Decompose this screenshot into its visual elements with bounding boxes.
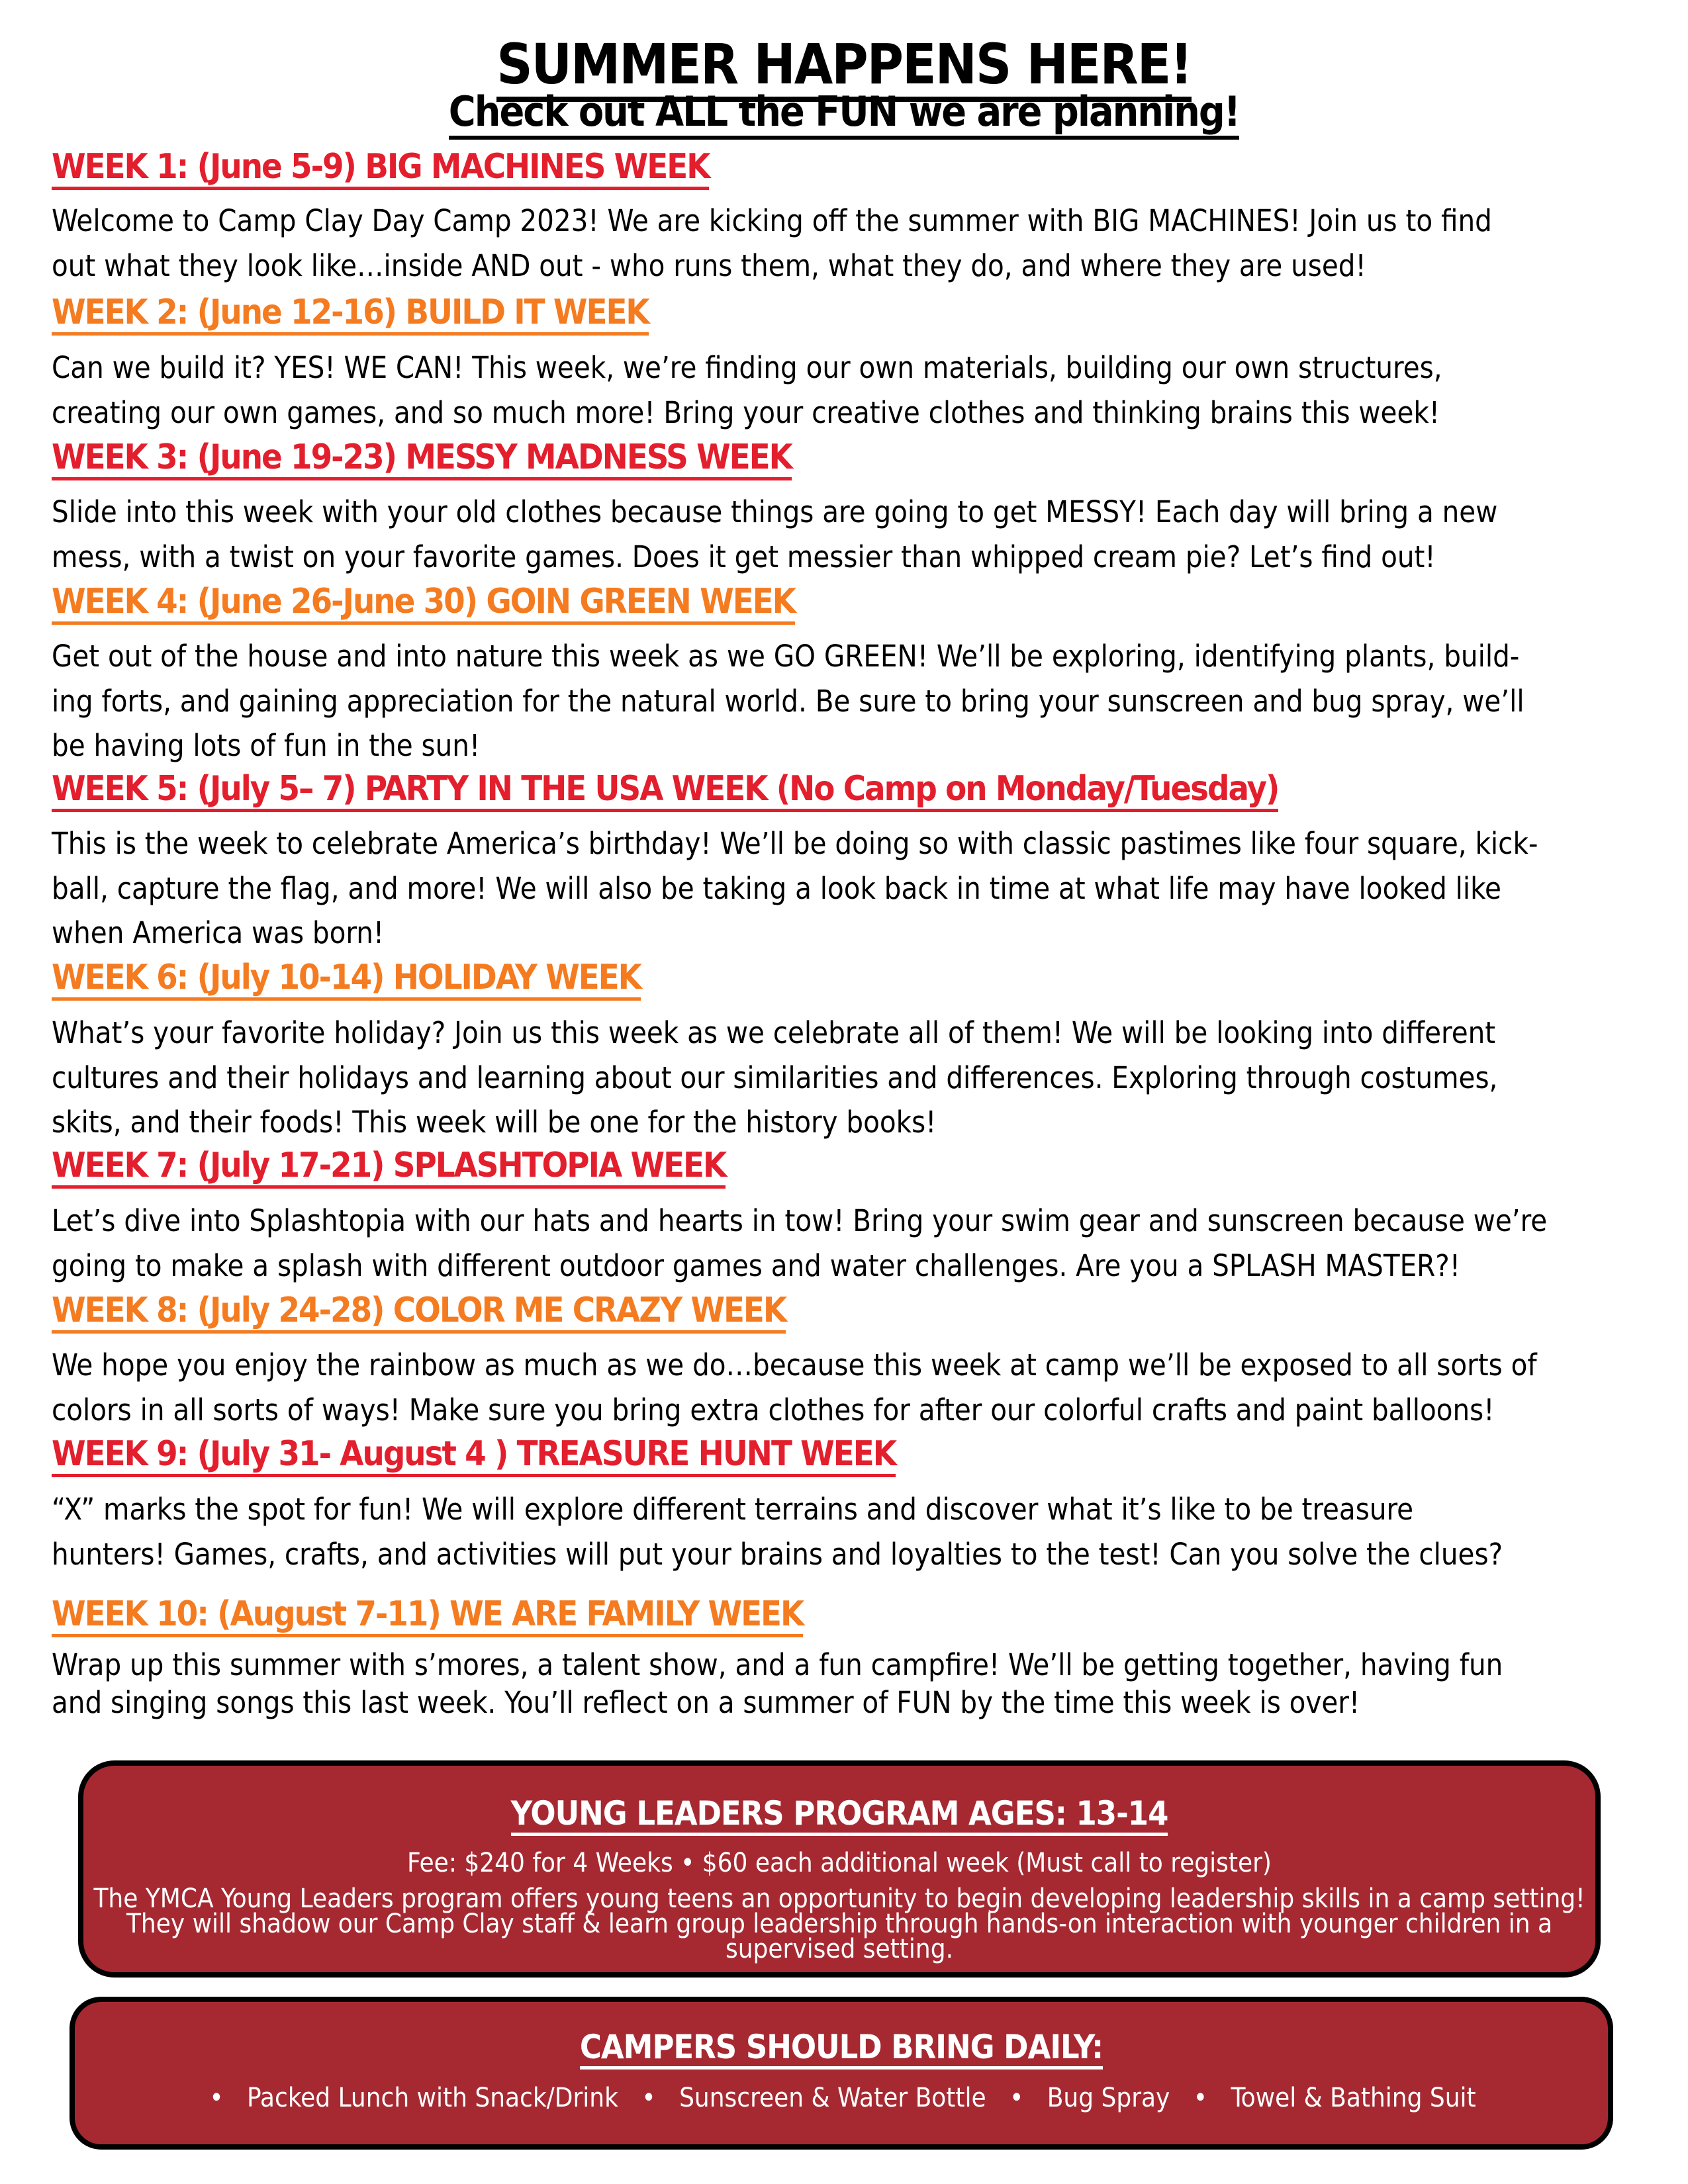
week-7-line: going to make a splash with different outdoor games and water challenges. Are you a SPLASH MASTER?!: [52, 1248, 1461, 1283]
bullet-icon: •: [1009, 2083, 1024, 2113]
week-1-heading-text: WEEK 1: (June 5-9) BIG MACHINES WEEK: [52, 147, 709, 190]
week-1-heading: [52, 148, 709, 186]
week-7-heading-text: WEEK 7: (July 17-21) SPLASHTOPIA WEEK: [52, 1146, 726, 1189]
week-9-heading-text: WEEK 9: (July 31- August 4 ) TREASURE HUNT WEEK: [52, 1434, 896, 1477]
young-leaders-description: The YMCA Young Leaders program offers young teens an opportunity to begin developing leadership skills in a camp setting! They will shadow our Camp Clay staff & learn group leadership through hands-on interaction with younger children in a supervised setting.: [93, 1884, 1585, 1964]
week-10-line: and singing songs this last week. You’ll reflect on a summer of FUN by the time this week is over!: [52, 1685, 1360, 1720]
bring-item: Packed Lunch with Snack/Drink: [247, 2083, 618, 2113]
week-2-line: creating our own games, and so much more! Bring your creative clothes and thinking brains this week!: [52, 394, 1440, 430]
week-9-line: “X” marks the spot for fun! We will explore different terrains and discover what it’s like to be treasure: [52, 1492, 1414, 1527]
week-4-line: be having lots of fun in the sun!: [52, 728, 481, 763]
young-leaders-title-text: YOUNG LEADERS PROGRAM AGES: 13-14: [511, 1794, 1168, 1836]
week-10-heading: [52, 1595, 803, 1633]
week-8-line: colors in all sorts of ways! Make sure you bring extra clothes for after our colorful crafts and paint balloons!: [52, 1392, 1495, 1428]
week-3-description: [52, 490, 1654, 579]
week-9-description: [52, 1487, 1654, 1576]
week-5-heading-text: WEEK 5: (July 5– 7) PARTY IN THE USA WEEK (No Camp on Monday/Tuesday): [52, 769, 1278, 812]
week-6-description: [52, 1011, 1654, 1145]
week-8-heading-text: WEEK 8: (July 24-28) COLOR ME CRAZY WEEK: [52, 1291, 786, 1334]
young-leaders-box: [78, 1760, 1601, 1978]
bullet-icon: •: [1193, 2083, 1208, 2113]
bring-daily-title-text: CAMPERS SHOULD BRING DAILY:: [580, 2028, 1103, 2070]
week-5-heading: [52, 770, 1278, 808]
week-6-line: cultures and their holidays and learning about our similarities and differences. Exploring through costumes,: [52, 1060, 1498, 1095]
page-title: [0, 32, 1688, 97]
week-8-description: [52, 1343, 1654, 1432]
week-7-line: Let’s dive into Splashtopia with our hats and hearts in tow! Bring your swim gear and sunscreen because we’re: [52, 1203, 1548, 1238]
bring-daily-box: [70, 1997, 1613, 2150]
week-10-line: Wrap up this summer with s’mores, a talent show, and a fun campfire! We’ll be getting together, having fun: [52, 1647, 1503, 1682]
week-5-line: This is the week to celebrate America’s birthday! We’ll be doing so with classic pastimes like four square, kick-: [52, 826, 1538, 861]
week-10-heading-text: WEEK 10: (August 7-11) WE ARE FAMILY WEEK: [52, 1594, 803, 1637]
week-6-line: What’s your favorite holiday? Join us this week as we celebrate all of them! We will be looking into different: [52, 1015, 1496, 1050]
week-7-description: [52, 1199, 1654, 1288]
week-5-line: when America was born!: [52, 915, 385, 950]
page-title-text: SUMMER HAPPENS HERE!: [496, 32, 1192, 102]
page-subtitle-text: Check out ALL the FUN we are planning!: [449, 87, 1239, 140]
week-2-heading: [52, 293, 649, 332]
bring-item: Towel & Bathing Suit: [1231, 2083, 1476, 2113]
week-4-line: ing forts, and gaining appreciation for the natural world. Be sure to bring your sunscreen and bug spray, we’ll: [52, 683, 1524, 719]
page-subtitle: [0, 87, 1688, 136]
week-2-description: [52, 345, 1654, 435]
week-4-heading: [52, 582, 795, 621]
week-3-heading: [52, 438, 792, 477]
week-9-line: hunters! Games, crafts, and activities will put your brains and loyalties to the test! Can you solve the clues?: [52, 1536, 1503, 1572]
week-4-heading-text: WEEK 4: (June 26-June 30) GOIN GREEN WEEK: [52, 582, 795, 625]
bring-daily-title: [75, 2028, 1608, 2066]
bring-daily-list: [75, 2083, 1608, 2113]
week-5-line: ball, capture the flag, and more! We will also be taking a look back in time at what life may have looked like: [52, 870, 1501, 906]
week-1-description: [52, 199, 1654, 288]
week-3-heading-text: WEEK 3: (June 19-23) MESSY MADNESS WEEK: [52, 437, 792, 480]
young-leaders-fee: Fee: $240 for 4 Weeks • $60 each additional week (Must call to register): [407, 1848, 1272, 1878]
week-7-heading: [52, 1146, 726, 1185]
week-4-description: [52, 634, 1654, 768]
bullet-icon: •: [209, 2083, 224, 2113]
week-8-heading: [52, 1291, 786, 1330]
week-9-heading: [52, 1435, 896, 1473]
week-6-line: skits, and their foods! This week will be one for the history books!: [52, 1105, 937, 1140]
week-6-heading: [52, 958, 641, 997]
bring-item: Bug Spray: [1047, 2083, 1170, 2113]
week-6-heading-text: WEEK 6: (July 10-14) HOLIDAY WEEK: [52, 958, 641, 1001]
week-2-heading-text: WEEK 2: (June 12-16) BUILD IT WEEK: [52, 293, 649, 336]
week-1-line: Welcome to Camp Clay Day Camp 2023! We are kicking off the summer with BIG MACHINES! Join us to find: [52, 203, 1492, 238]
week-1-line: out what they look like…inside AND out - who runs them, what they do, and where they are used!: [52, 248, 1366, 283]
week-5-description: [52, 821, 1654, 956]
bullet-icon: •: [641, 2083, 656, 2113]
week-8-line: We hope you enjoy the rainbow as much as we do…because this week at camp we’ll be exposed to all sorts of: [52, 1347, 1537, 1383]
bring-item: Sunscreen & Water Bottle: [679, 2083, 986, 2113]
week-4-line: Get out of the house and into nature this week as we GO GREEN! We’ll be exploring, identifying plants, build-: [52, 639, 1520, 674]
week-3-line: Slide into this week with your old clothes because things are going to get MESSY! Each day will bring a new: [52, 494, 1498, 529]
week-2-line: Can we build it? YES! WE CAN! This week, we’re finding our own materials, building our own structures,: [52, 350, 1442, 385]
week-3-line: mess, with a twist on your favorite games. Does it get messier than whipped cream pie? Let’s find out!: [52, 539, 1436, 574]
week-10-description: [52, 1646, 1654, 1721]
young-leaders-title: [83, 1795, 1595, 1832]
